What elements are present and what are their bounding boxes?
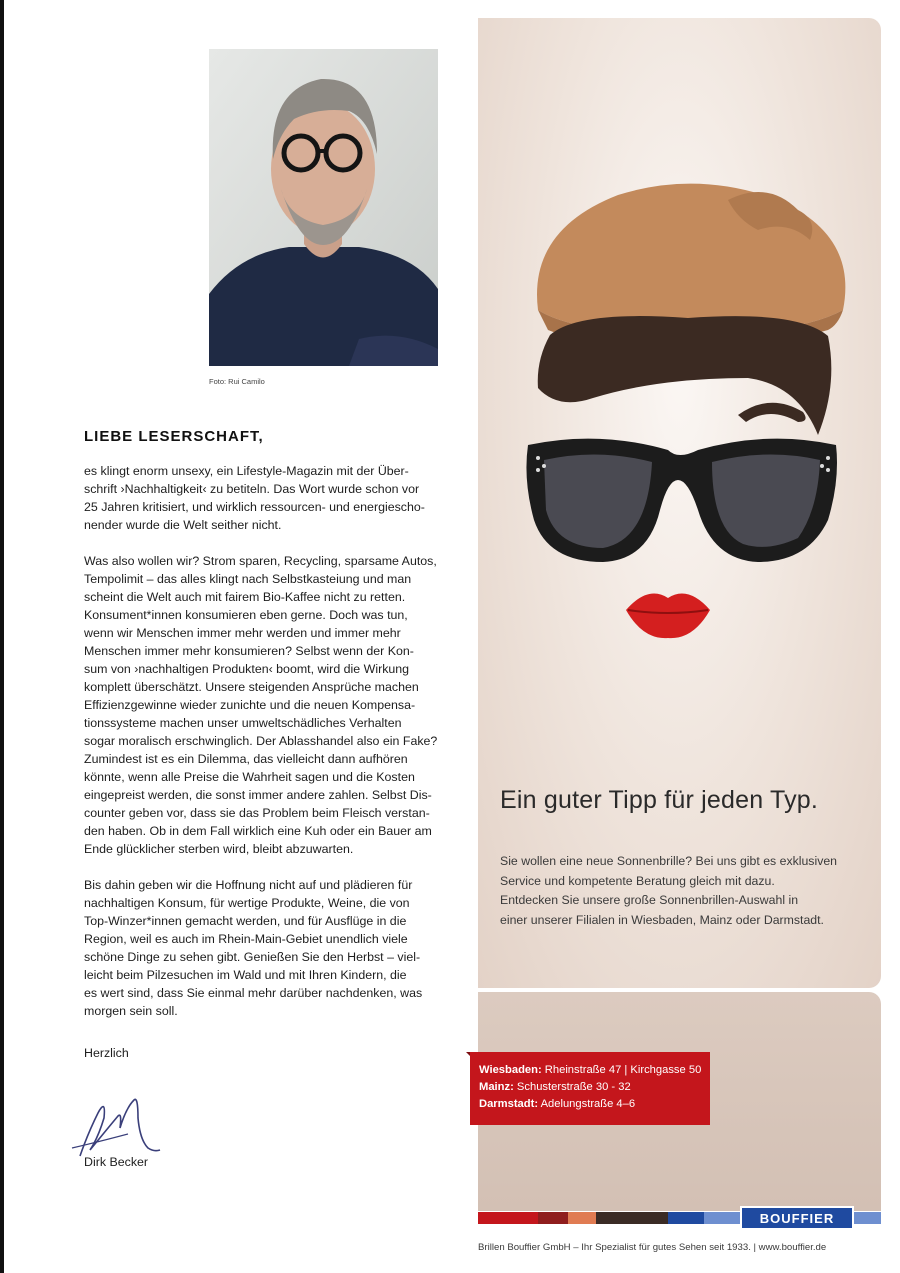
- closing-greeting: Herzlich: [84, 1046, 129, 1060]
- signature-image: [68, 1078, 178, 1160]
- bouffier-logo: BOUFFIER: [740, 1206, 854, 1230]
- ad-face-illustration: [498, 160, 868, 650]
- author-photo: [209, 49, 438, 366]
- color-segment: [538, 1212, 568, 1224]
- editorial-heading: LIEBE LESERSCHAFT,: [84, 428, 264, 445]
- signer-name: Dirk Becker: [84, 1155, 149, 1169]
- paragraph: Was also wollen wir? Strom sparen, Recycling, sparsame Autos, Tempolimit – das alles klingt nach Selbstkasteiung und man scheint die Welt auch mit fairem Bio-Kaffee nicht zu retten. Konsument*innen konsumieren eben gerne. Doch was tun, wenn wir Menschen immer mehr werden und immer mehr Menschen immer mehr konsumieren? Selbst wenn der Kon- sum von ›nachhaltigen Produkten‹ boomt, wird die Wirkung komplett überschätzt. Unsere steigenden Ansprüche machen Effizienzgewinne wieder zunichte und die neuen Kompensa- tionssysteme machen unser umweltschädliches Verhalten sogar moralisch erschwinglich. Der Ablasshandel also ein Fake? Zumindest ist es ein Dilemma, das vielleicht dann aufhören könnte, wenn alle Preise die Wahrheit sagen und die Kosten eingepreist werden, die sonst immer andere zahlen. Selbst Dis- counter geben vor, dass sie das Problem beim Fleisch verstan- den haben. Ob in dem Fall wirklich eine Kuh oder ein Bauer am Ende glücklicher sterben wird, bleibt abzuwarten.: [84, 554, 438, 856]
- color-segment: [568, 1212, 596, 1224]
- editorial-body: [84, 462, 446, 1038]
- paragraph: es klingt enorm unsexy, ein Lifestyle-Magazin mit der Über- schrift ›Nachhaltigkeit‹ zu betiteln. Das Wort wurde schon vor 25 Jahren kritisiert, und wirklich ressourcen- und energiescho- nender wurde die Welt seither nicht.: [84, 464, 425, 532]
- color-segment: [668, 1212, 704, 1224]
- photo-credit: Foto: Rui Camilo: [209, 377, 265, 386]
- ad-footer: Brillen Bouffier GmbH – Ihr Spezialist für gutes Sehen seit 1933. | www.bouffier.de: [478, 1242, 827, 1253]
- ad-text-line: Sie wollen eine neue Sonnenbrille? Bei uns gibt es exklusiven: [500, 854, 838, 868]
- location-mainz: Mainz: Schusterstraße 30 - 32: [479, 1081, 631, 1093]
- color-segment: [478, 1212, 538, 1224]
- store-address-box: [470, 1052, 710, 1125]
- color-segment: [596, 1212, 668, 1224]
- location-wiesbaden: Wiesbaden: Rheinstraße 47 | Kirchgasse 50: [479, 1064, 702, 1076]
- location-darmstadt: Darmstadt: Adelungstraße 4–6: [479, 1098, 636, 1110]
- ad-text-line: einer unserer Filialen in Wiesbaden, Mainz oder Darmstadt.: [500, 912, 824, 927]
- ad-text-line: Entdecken Sie unsere große Sonnenbrillen-Auswahl in: [500, 893, 799, 907]
- ad-text-line: Service und kompetente Beratung gleich mit dazu.: [500, 873, 775, 888]
- ad-headline: Ein guter Tipp für jeden Typ.: [500, 786, 819, 814]
- ad-description: [500, 852, 870, 930]
- paragraph: Bis dahin geben wir die Hoffnung nicht auf und plädieren für nachhaltigen Konsum, für wertige Produkte, Weine, die von Top-Winzer*innen gemacht werden, und für Ausflüge in die Region, weil es auch im Rhein-Main-Gebiet unendlich viele schöne Dinge zu sehen gibt. Genießen Sie den Herbst – viel- leicht beim Pilzesuchen im Wald und mit Ihren Kindern, die es wert sind, dass Sie einmal mehr darüber nachdenken, was morgen sein soll.: [84, 878, 423, 1018]
- page-edge: [0, 0, 4, 1273]
